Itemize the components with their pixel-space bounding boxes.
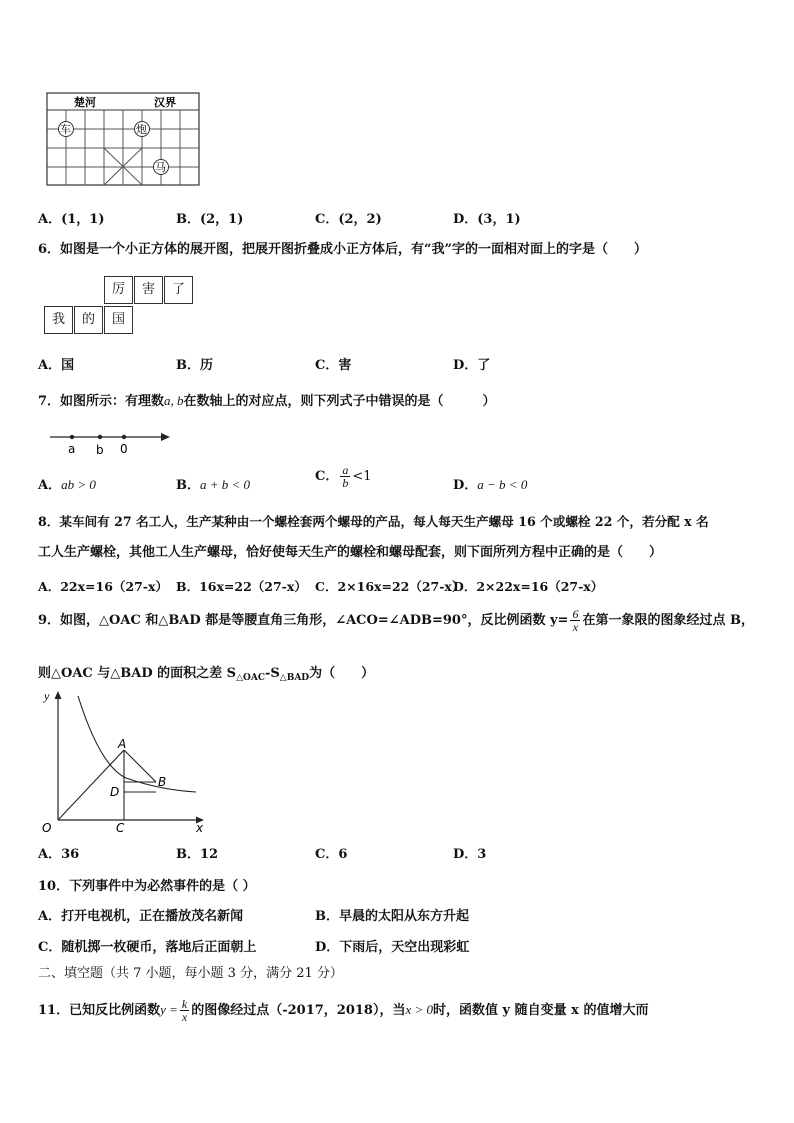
q7-axis-label-a: a	[68, 442, 76, 456]
q7-option-a[interactable]	[38, 474, 96, 493]
q7-option-c[interactable]	[315, 464, 372, 489]
q7-option-c-label: C．	[315, 469, 339, 484]
q9-sub2: △BAD	[279, 673, 310, 683]
q11-stem	[38, 998, 648, 1023]
chessboard-label-right: 汉界	[154, 96, 176, 109]
q11-middle: 的图像经过点（-2017，2018），当	[191, 1003, 406, 1018]
q7-stem-suffix: 在数轴上的对应点，则下列式子中错误的是（ ）	[183, 394, 496, 409]
q10-option-d[interactable]: D．下雨后，天空出现彩虹	[315, 940, 470, 955]
q7-option-d-label: D．	[453, 478, 478, 493]
q6-cell-li: 厉	[104, 276, 133, 304]
q7-option-a-label: A．	[38, 478, 62, 493]
q7-option-c-fraction	[340, 464, 350, 489]
q8-option-a[interactable]: A．22x=16（27-x）	[38, 579, 168, 594]
q7-option-d-expr: a − b < 0	[477, 477, 528, 492]
q10-stem: 10．下列事件中为必然事件的是（ ）	[38, 879, 256, 894]
q11-frac-num: k	[181, 997, 188, 1011]
q6-cell-guo: 国	[104, 306, 133, 334]
q7-option-d[interactable]	[453, 474, 527, 493]
q8-option-c[interactable]: C．2×16x=22（27-x）	[315, 579, 465, 594]
section-title-fill-in: 二、填空题（共 7 小题，每小题 3 分，满分 21 分）	[38, 966, 343, 981]
q9-option-c[interactable]: C．6	[315, 847, 348, 862]
q5-option-c[interactable]: C．(2，2)	[315, 212, 382, 227]
q11-condition: x > 0	[405, 1002, 434, 1017]
piece-ma	[154, 160, 169, 175]
q10-option-a[interactable]: A．打开电视机，正在播放茂名新闻	[38, 909, 244, 924]
q9-label-d: D	[110, 785, 120, 799]
q9-label-c: C	[116, 821, 125, 834]
q7-stem	[38, 390, 496, 409]
q7-option-a-expr: ab > 0	[61, 477, 96, 492]
q11-suffix: 时，函数值 y 随自变量 x 的值增大而	[433, 1003, 649, 1018]
q9-line1-prefix: 9．如图，△OAC 和△BAD 都是等腰直角三角形，∠ACO=∠ADB=90°，反比例函数 y=	[38, 613, 569, 628]
q9-label-y: y	[44, 689, 50, 703]
piece-che-label: 车	[60, 123, 71, 136]
q6-option-b[interactable]: B．历	[176, 358, 213, 373]
q11-y-eq: y =	[160, 1002, 178, 1017]
q9-option-d[interactable]: D．3	[453, 847, 487, 862]
piece-pao-label: 炮	[136, 123, 147, 136]
q9-stem-line2	[38, 662, 374, 683]
q6-cell-wo: 我	[44, 306, 73, 334]
q7-option-c-tail: <1	[352, 469, 372, 484]
q7-stem-vars: a, b	[164, 393, 184, 408]
q8-stem-line1: 8．某车间有 27 名工人，生产某种由一个螺栓套两个螺母的产品，每人每天生产螺母 16 个或螺栓 22 个，若分配 x 名	[38, 514, 709, 529]
q6-cell-le: 了	[164, 276, 193, 304]
q7-option-b[interactable]	[176, 474, 250, 493]
q9-label-b: B	[158, 775, 167, 789]
chessboard-figure	[46, 92, 202, 188]
q6-cube-net	[40, 276, 200, 338]
q7-axis-label-b: b	[96, 443, 104, 457]
piece-ma-label: 马	[155, 161, 166, 174]
q6-cell-hai: 害	[134, 276, 163, 304]
q5-option-d[interactable]: D．(3，1)	[453, 212, 521, 227]
q10-option-b[interactable]: B．早晨的太阳从东方升起	[315, 909, 469, 924]
q9-frac-den: x	[572, 620, 579, 634]
piece-pao	[135, 122, 150, 137]
q6-cell-de: 的	[74, 306, 103, 334]
q6-stem: 6．如图是一个小正方体的展开图，把展开图折叠成小正方体后，有“我”字的一面相对面上的字是（ ）	[38, 242, 648, 257]
q9-line2-prefix: 则△OAC 与△BAD 的面积之差 S	[38, 666, 237, 681]
q8-stem-line2: 工人生产螺栓，其他工人生产螺母，恰好使每天生产的螺栓和螺母配套，则下面所列方程中正确的是（ ）	[38, 545, 663, 560]
q9-frac-num: 6	[572, 607, 579, 621]
q5-option-a[interactable]: A．(1，1)	[38, 212, 105, 227]
q8-option-b[interactable]: B．16x=22（27-x）	[176, 579, 307, 594]
q9-label-x: x	[196, 821, 204, 834]
q9-stem-line1	[38, 608, 754, 633]
q6-option-d[interactable]: D．了	[453, 358, 491, 373]
q7-option-c-num: a	[342, 463, 349, 477]
q8-option-d[interactable]: D．2×22x=16（27-x）	[453, 579, 604, 594]
q9-line2-suffix: 为（ ）	[309, 666, 375, 681]
q9-label-o: O	[42, 821, 52, 834]
q10-option-c[interactable]: C．随机掷一枚硬币，落地后正面朝上	[38, 940, 257, 955]
q9-graph	[36, 686, 208, 834]
q7-stem-prefix: 7．如图所示：有理数	[38, 394, 165, 409]
q7-axis-label-0: 0	[120, 442, 128, 456]
q11-frac-den: x	[181, 1010, 188, 1024]
q6-option-a[interactable]: A．国	[38, 358, 75, 373]
q9-sub1: △OAC	[236, 673, 265, 683]
q9-line1-suffix: 在第一象限的图象经过点 B，	[582, 613, 754, 628]
q9-fraction	[570, 608, 580, 633]
q7-option-b-expr: a + b < 0	[200, 477, 251, 492]
chessboard-label-left: 楚河	[74, 96, 96, 109]
q11-prefix: 11．已知反比例函数	[38, 1003, 161, 1018]
q7-option-b-label: B．	[176, 478, 200, 493]
q9-option-b[interactable]: B．12	[176, 847, 219, 862]
q7-number-line	[48, 428, 172, 458]
piece-che	[59, 122, 74, 137]
q6-option-c[interactable]: C．害	[315, 358, 352, 373]
q5-option-b[interactable]: B．(2，1)	[176, 212, 244, 227]
q9-label-a: A	[118, 737, 127, 751]
q11-fraction	[180, 998, 189, 1023]
q9-dash: -S	[265, 666, 280, 681]
q9-option-a[interactable]: A．36	[38, 847, 80, 862]
q7-option-c-den: b	[342, 476, 349, 490]
